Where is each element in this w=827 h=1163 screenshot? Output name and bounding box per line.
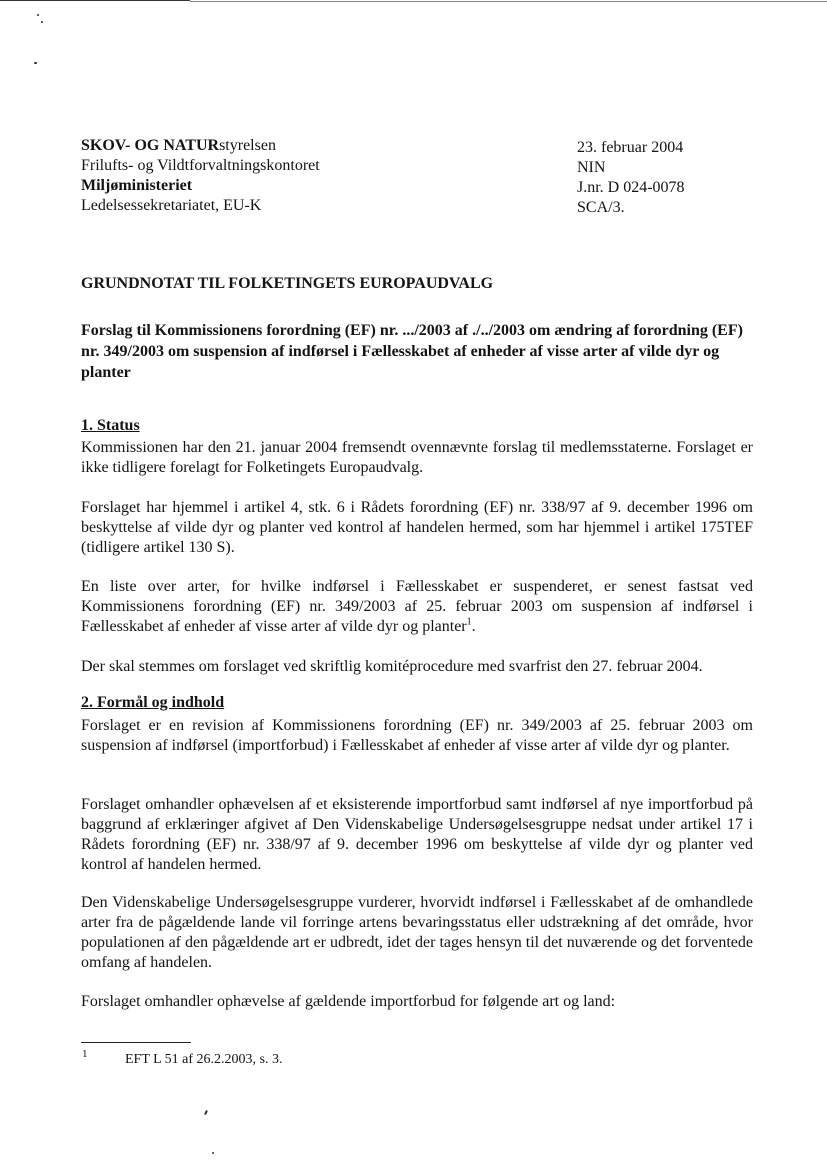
secretariat-name: Ledelsessekretariatet, EU-K — [81, 197, 262, 214]
scan-speck — [204, 1110, 208, 1115]
scan-top-edge — [0, 0, 827, 3]
document-meta — [577, 138, 685, 218]
document-subject: Forslag til Kommissionens forordning (EF) nr. .../2003 af ./../2003 om ændring af forordning (EF) nr. 349/2003 om suspension af indførsel i Fællesskabet af enheder af visse arter af vilde dyr og planter — [81, 322, 743, 381]
section-heading-purpose: 2. Formål og indhold — [81, 694, 225, 711]
document-title: GRUNDNOTAT TIL FOLKETINGETS EUROPAUDVALG — [81, 275, 494, 292]
scan-speck — [34, 62, 37, 64]
office-name: Frilufts- og Vildtforvaltningskontoret — [81, 157, 320, 174]
paragraph: Kommissionen har den 21. januar 2004 fremsendt ovennævnte forslag til medlemsstaterne. Forslaget er ikke tidligere forelagt for Folketingets Europaudvalg. — [81, 439, 753, 476]
paragraph: Forslaget omhandler ophævelsen af et eksisterende importforbud samt indførsel af nye importforbud på baggrund af erklæringer afgivet af Den Videnskabelige Undersøgelsesgruppe nedsat under artikel 17 i Rådets forordning (EF) nr. 338/97 af 9. december 1996 om beskyttelse af vilde dyr og planter ved kontrol af handelen hermed. — [81, 796, 753, 873]
author-initials: NIN — [577, 159, 606, 176]
footnote-text: EFT L 51 af 26.2.2003, s. 3. — [125, 1052, 283, 1067]
paragraph: Forslaget er en revision af Kommissionens forordning (EF) nr. 349/2003 af 25. februar 2003 om suspension af indførsel (importforbud) i Fællesskabet af enheder af visse arter af vilde dyr og planter. — [81, 717, 753, 754]
footnote-number: 1 — [82, 1048, 88, 1060]
scan-speck — [41, 21, 43, 23]
reference-code: SCA/3. — [577, 199, 625, 216]
paragraph: Forslaget har hjemmel i artikel 4, stk. 6 i Rådets forordning (EF) nr. 338/97 af 9. december 1996 om beskyttelse af vilde dyr og planter ved kontrol af handelen hermed, som har hjemmel i artikel 175TEF (tidligere artikel 130 S). — [81, 499, 753, 556]
scan-speck — [212, 1152, 214, 1154]
section-heading-status: 1. Status — [81, 417, 140, 434]
document-date: 23. februar 2004 — [577, 139, 684, 156]
letterhead — [81, 136, 320, 216]
ministry-name: Miljøministeriet — [81, 177, 193, 194]
paragraph: Den Videnskabelige Undersøgelsesgruppe vurderer, hvorvidt indførsel i Fællesskabet af de omhandlede arter fra de pågældende lande vil forringe artens bevaringsstatus eller udstrækning af det område, hvor populationen af den pågældende art er udbredt, idet der tages hensyn til det nuværende og det forventede omfang af handelen. — [81, 894, 753, 971]
footnote-reference: 1 — [466, 616, 472, 628]
paragraph: Der skal stemmes om forslaget ved skriftlig komitéprocedure med svarfrist den 27. februar 2004. — [81, 658, 703, 675]
scan-speck — [37, 14, 39, 16]
org-name: SKOV- OG NATURstyrelsen — [81, 137, 276, 154]
paragraph: Forslaget omhandler ophævelse af gældende importforbud for følgende art og land: — [81, 993, 616, 1010]
paragraph: En liste over arter, for hvilke indførsel i Fællesskabet er suspenderet, er senest fastsat ved Kommissionens forordning (EF) nr. 349/2003 af 25. februar 2003 om suspension af indførsel i Fællesskabet af enheder af visse arter af vilde dyr og planter$^1$. — [81, 578, 753, 635]
footnote-divider — [81, 1042, 191, 1043]
journal-number: J.nr. D 024-0078 — [577, 179, 685, 196]
